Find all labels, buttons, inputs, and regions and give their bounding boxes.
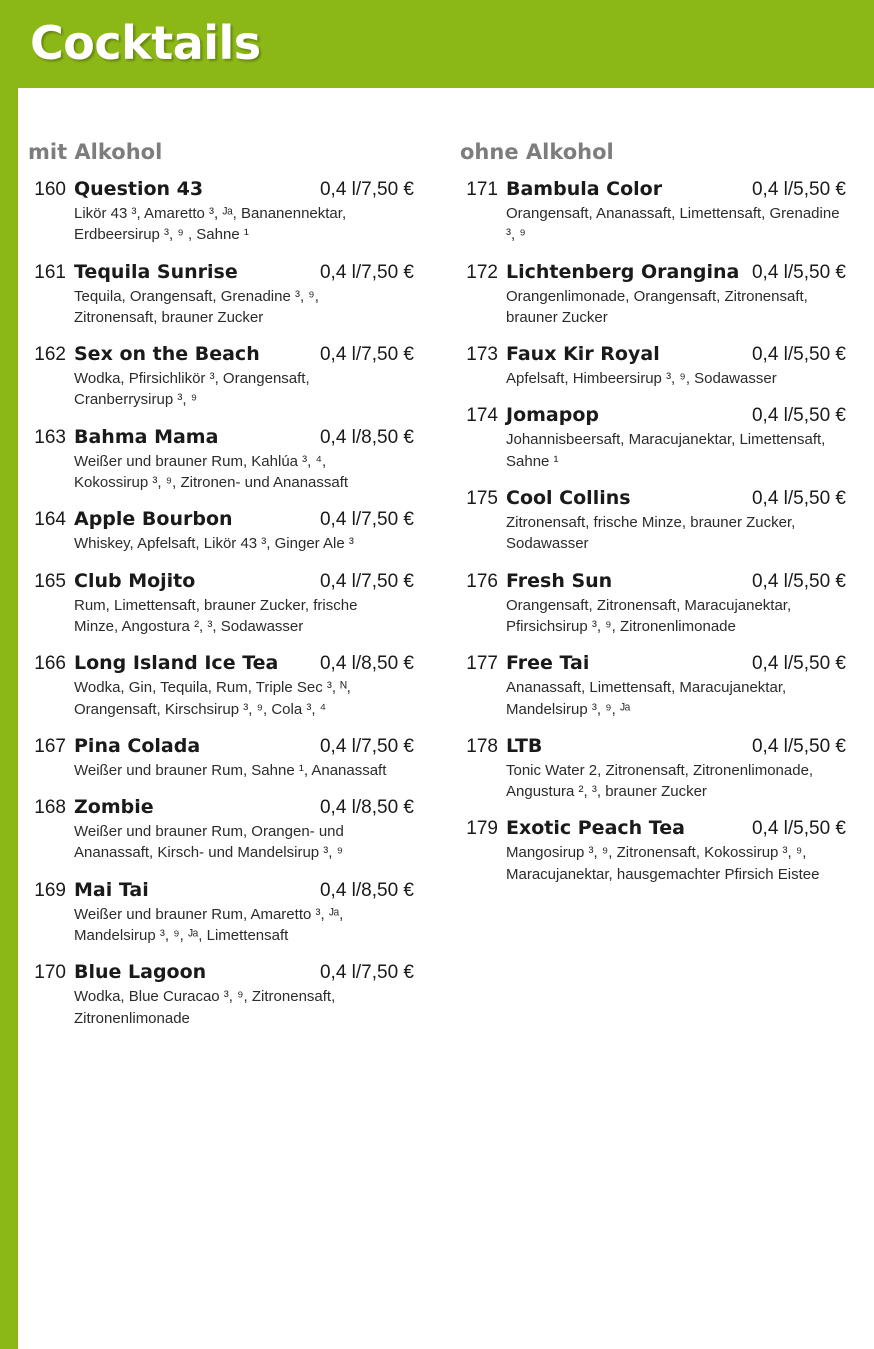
menu-item-header (74, 652, 414, 675)
menu-item-header (506, 178, 846, 201)
menu-item-name: Tequila Sunrise (74, 260, 238, 283)
menu-item (28, 343, 414, 411)
menu-item-price: 0,4 l/7,50 € (319, 570, 414, 592)
menu-item-description: Rum, Limettensaft, brauner Zucker, frische Minze, Angostura ², ³, Sodawasser (74, 596, 358, 635)
menu-item-description: Weißer und brauner Rum, Kahlúa ³, ⁴, Kokossirup ³, ⁹, Zitronen- und Ananassaft (74, 452, 349, 492)
menu-item-price: 0,4 l/5,50 € (751, 570, 846, 592)
menu-item-number: 166 (34, 653, 66, 675)
menu-item (460, 178, 846, 246)
menu-item (28, 879, 414, 947)
menu-item-price: 0,4 l/7,50 € (319, 962, 414, 984)
menu-item-header (74, 261, 414, 284)
menu-item-name: LTB (506, 734, 543, 757)
menu-item-description: Tequila, Orangensaft, Grenadine ³, ⁹, Zitronensaft, brauner Zucker (74, 287, 319, 326)
menu-item-price: 0,4 l/5,50 € (751, 735, 846, 757)
menu-item-number: 173 (466, 344, 498, 366)
menu-item-name: Jomapop (506, 404, 599, 427)
column-mit-alkohol (28, 88, 414, 1044)
column-ohne-alkohol (460, 88, 846, 900)
menu-item-price: 0,4 l/5,50 € (751, 344, 846, 366)
menu-item-header (506, 343, 846, 366)
menu-item-name: Mai Tai (74, 878, 149, 901)
menu-item-number: 160 (34, 179, 66, 200)
menu-item-description: Wodka, Blue Curacao ³, ⁹, Zitronensaft, Zitronenlimonade (74, 988, 336, 1027)
menu-item (460, 404, 846, 472)
menu-item-name: Sex on the Beach (74, 343, 260, 366)
menu-item-header (506, 817, 846, 840)
menu-item-name: Zombie (74, 796, 154, 819)
menu-item-name: Pina Colada (74, 734, 201, 757)
menu-item-name: Cool Collins (506, 487, 631, 510)
menu-item-header (74, 426, 414, 449)
menu-item-name: Exotic Peach Tea (506, 817, 685, 840)
menu-item-number: 163 (34, 426, 66, 448)
menu-item-header (74, 178, 414, 201)
menu-item-number: 161 (34, 261, 66, 283)
menu-item-number: 171 (466, 179, 498, 200)
menu-item (460, 487, 846, 555)
menu-item-description: Apfelsaft, Himbeersirup ³, ⁹, Sodawasser (506, 370, 777, 388)
menu-item-price: 0,4 l/7,50 € (319, 179, 414, 200)
menu-item-header (506, 652, 846, 675)
menu-item-list-mit-alkohol (28, 178, 414, 1029)
menu-item-description: Mangosirup ³, ⁹, Zitronensaft, Kokossirup ³, ⁹, Maracujanektar, hausgemachter Pfirsich Eistee (506, 844, 820, 883)
menu-item-number: 162 (34, 344, 66, 366)
menu-item (460, 261, 846, 329)
menu-item-description: Johannisbeersaft, Maracujanektar, Limettensaft, Sahne ¹ (506, 431, 826, 470)
menu-item-number: 168 (34, 797, 66, 819)
menu-item-price: 0,4 l/7,50 € (319, 261, 414, 283)
menu-item-description: Weißer und brauner Rum, Sahne ¹, Ananassaft (74, 761, 387, 779)
menu-item-description: Ananassaft, Limettensaft, Maracujanektar, Mandelsirup ³, ⁹, ᴶᵃ (506, 679, 787, 718)
menu-item-list-ohne-alkohol (460, 178, 846, 885)
menu-item-description: Wodka, Gin, Tequila, Rum, Triple Sec ³, ᴺ, Orangensaft, Kirschsirup ³, ⁹, Cola ³, ⁴ (74, 679, 351, 718)
menu-item-description: Likör 43 ³, Amaretto ³, ᴶᵃ, Bananennektar, Erdbeersirup ³, ⁹ , Sahne ¹ (74, 205, 347, 244)
menu-item-number: 175 (466, 488, 498, 510)
menu-item-name: Club Mojito (74, 569, 196, 592)
menu-item-name: Long Island Ice Tea (74, 652, 279, 675)
menu-item-header (74, 961, 414, 984)
menu-item-price: 0,4 l/8,50 € (319, 879, 414, 901)
menu-item-header (506, 487, 846, 510)
menu-item (28, 508, 414, 554)
menu-item-header (506, 570, 846, 593)
menu-item-price: 0,4 l/5,50 € (751, 405, 846, 427)
menu-item-description: Weißer und brauner Rum, Amaretto ³, ᴶᵃ, Mandelsirup ³, ⁹, ᴶᵃ, Limettensaft (74, 905, 344, 945)
left-accent-bar (0, 0, 18, 1349)
menu-item-name: Free Tai (506, 652, 590, 675)
menu-item-price: 0,4 l/5,50 € (751, 179, 846, 200)
menu-item (28, 796, 414, 864)
menu-item-number: 167 (34, 735, 66, 757)
menu-item-description: Wodka, Pfirsichlikör ³, Orangensaft, Cranberrysirup ³, ⁹ (74, 370, 310, 409)
menu-item-price: 0,4 l/8,50 € (319, 653, 414, 675)
menu-item-name: Apple Bourbon (74, 508, 233, 531)
menu-item-header (74, 570, 414, 593)
menu-item-number: 170 (34, 962, 66, 984)
menu-item-header (74, 343, 414, 366)
menu-item-price: 0,4 l/5,50 € (751, 261, 846, 283)
menu-item-name: Lichtenberg Orangina (506, 260, 740, 283)
menu-item-header (506, 735, 846, 758)
page-title: Cocktails (30, 16, 261, 70)
menu-item-name: Bahma Mama (74, 425, 219, 448)
menu-item-number: 172 (466, 261, 498, 283)
menu-item (460, 343, 846, 389)
menu-item (28, 652, 414, 720)
column-title-mit-alkohol: mit Alkohol (28, 140, 163, 164)
menu-item-description: Orangensaft, Zitronensaft, Maracujanektar, Pfirsichsirup ³, ⁹, Zitronenlimonade (506, 596, 792, 635)
menu-item-name: Faux Kir Royal (506, 343, 660, 366)
menu-item-header (74, 879, 414, 902)
menu-item-number: 179 (466, 818, 498, 840)
menu-item-description: Orangenlimonade, Orangensaft, Zitronensaft, brauner Zucker (506, 287, 808, 326)
menu-item-description: Tonic Water 2, Zitronensaft, Zitronenlimonade, Angustura ², ³, brauner Zucker (506, 761, 814, 801)
menu-item-header (506, 261, 846, 284)
menu-item (28, 570, 414, 638)
menu-item-name: Fresh Sun (506, 569, 613, 592)
menu-item-header (74, 735, 414, 758)
page-header (0, 0, 874, 88)
menu-item-name: Bambula Color (506, 178, 663, 200)
menu-item-number: 174 (466, 405, 498, 427)
menu-item-description: Weißer und brauner Rum, Orangen- und Ananassaft, Kirsch- und Mandelsirup ³, ⁹ (74, 823, 344, 862)
menu-item-description: Zitronensaft, frische Minze, brauner Zucker, Sodawasser (506, 514, 796, 553)
menu-item-price: 0,4 l/8,50 € (319, 426, 414, 448)
menu-item-price: 0,4 l/8,50 € (319, 797, 414, 819)
menu-item-number: 164 (34, 509, 66, 531)
menu-item (460, 570, 846, 638)
menu-item-number: 177 (466, 653, 498, 675)
menu-item-price: 0,4 l/7,50 € (319, 735, 414, 757)
menu-item-name: Question 43 (74, 178, 204, 200)
menu-item-name: Blue Lagoon (74, 961, 207, 984)
menu-item (460, 652, 846, 720)
menu-item-description: Orangensaft, Ananassaft, Limettensaft, Grenadine ³, ⁹ (506, 205, 840, 244)
menu-item-number: 176 (466, 570, 498, 592)
column-title-ohne-alkohol: ohne Alkohol (460, 140, 614, 164)
menu-item (460, 817, 846, 885)
menu-item-price: 0,4 l/5,50 € (751, 488, 846, 510)
menu-item-number: 169 (34, 879, 66, 901)
menu-item-header (74, 508, 414, 531)
menu-item (28, 961, 414, 1029)
menu-item (28, 735, 414, 781)
menu-item-number: 178 (466, 735, 498, 757)
menu-item-header (74, 796, 414, 819)
menu-item-price: 0,4 l/7,50 € (319, 344, 414, 366)
menu-item-price: 0,4 l/5,50 € (751, 653, 846, 675)
menu-item (28, 178, 414, 246)
menu-item (460, 735, 846, 803)
menu-item (28, 426, 414, 494)
menu-item (28, 261, 414, 329)
menu-item-price: 0,4 l/7,50 € (319, 509, 414, 531)
menu-item-header (506, 404, 846, 427)
menu-item-description: Whiskey, Apfelsaft, Likör 43 ³, Ginger Ale ³ (74, 535, 354, 553)
menu-item-price: 0,4 l/5,50 € (751, 818, 846, 840)
menu-item-number: 165 (34, 570, 66, 592)
